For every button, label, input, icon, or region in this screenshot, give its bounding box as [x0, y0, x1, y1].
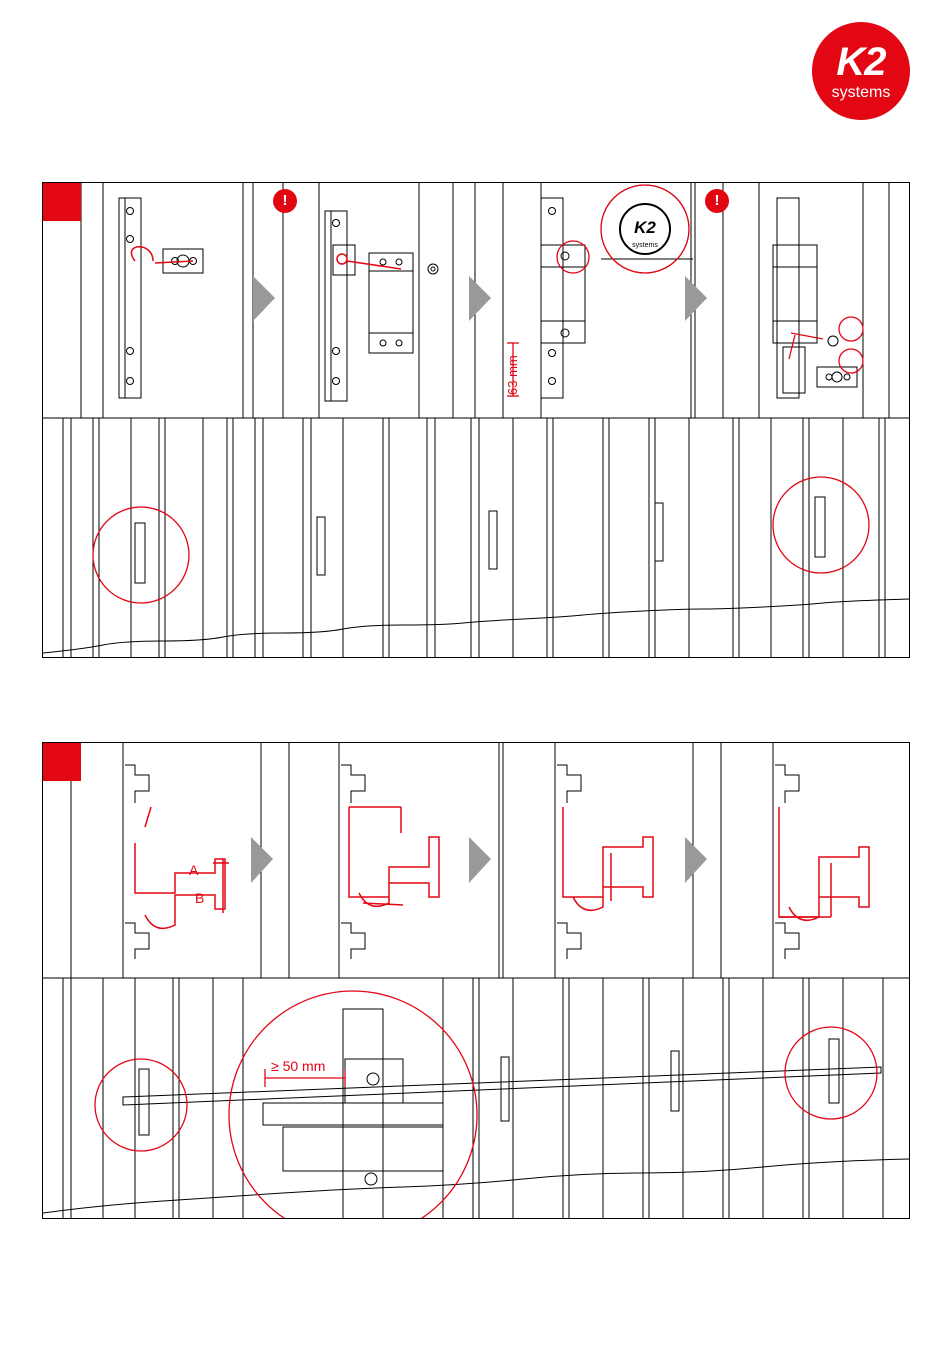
svg-text:systems: systems — [632, 242, 658, 249]
section-a-illustration — [43, 183, 909, 657]
dimension-63mm: 63 mm — [505, 355, 520, 395]
logo-brand: K2 — [836, 40, 886, 84]
section-a-mounting-brackets — [42, 182, 910, 658]
logo-subtitle: systems — [831, 84, 891, 101]
label-b: B — [195, 890, 205, 906]
warning-icon: ! — [273, 189, 297, 213]
step-marker-b — [43, 743, 81, 781]
section-b-profile-insertion — [42, 742, 910, 1219]
svg-text:K2: K2 — [634, 218, 656, 237]
section-b-illustration — [43, 743, 909, 1218]
warning-icon: ! — [705, 189, 729, 213]
k2-systems-logo — [812, 22, 910, 120]
label-a: A — [189, 862, 199, 878]
distance-label: ≥ 50 mm — [271, 1058, 326, 1074]
step-marker-a — [43, 183, 81, 221]
